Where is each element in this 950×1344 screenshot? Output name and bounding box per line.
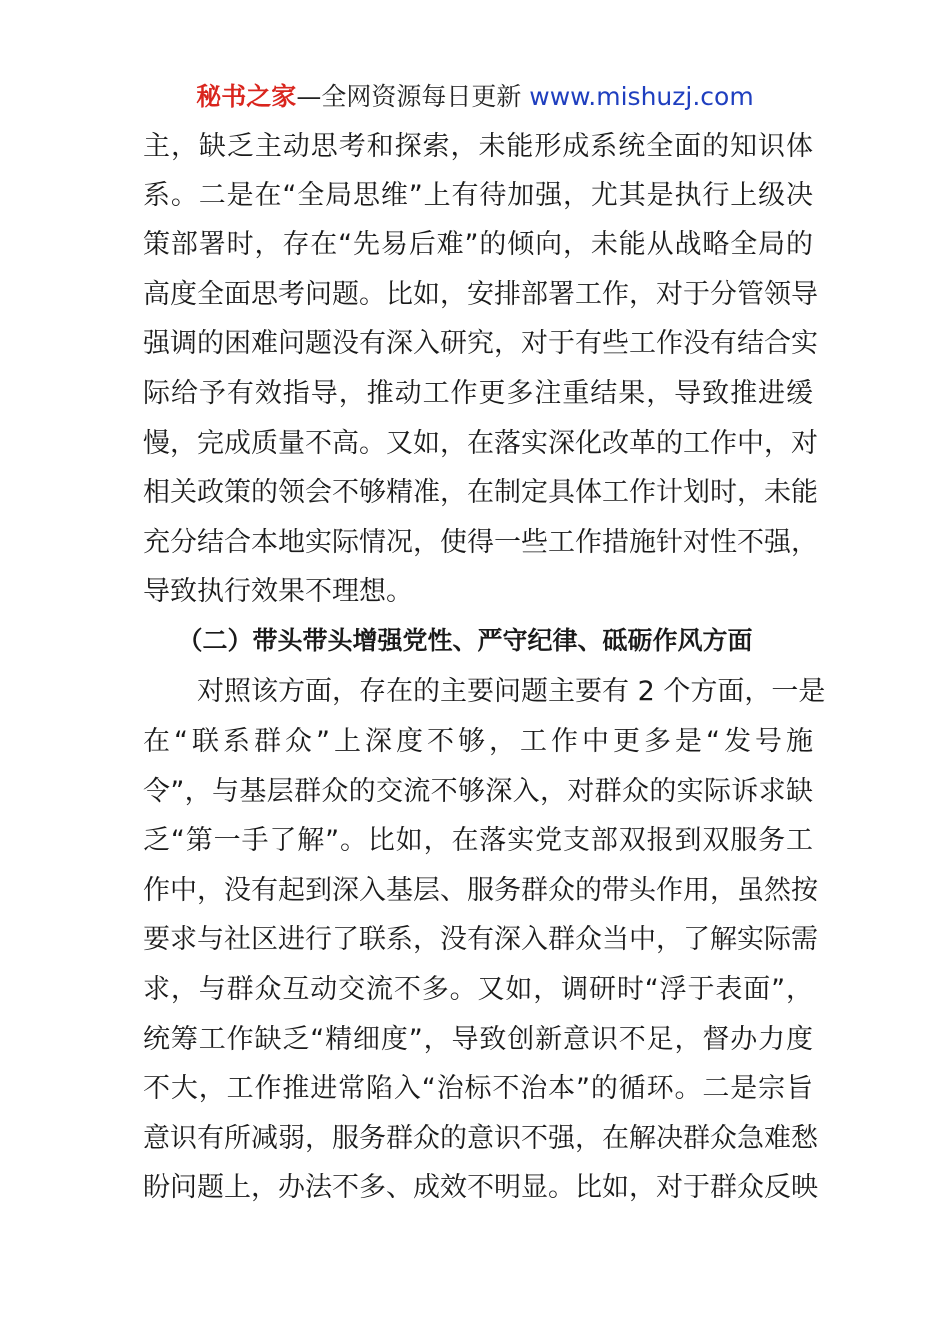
text-line: 令”，与基层群众的交流不够深入，对群众的实际诉求缺	[143, 776, 813, 807]
text-line: 不大，工作推进常陷入“治标不治本”的循环。二是宗旨	[143, 1073, 813, 1104]
text-line: 要求与社区进行了联系，没有深入群众当中，了解实际需	[143, 924, 818, 955]
text-line: 导致执行效果不理想。	[143, 576, 413, 607]
text-line: 统筹工作缺乏“精细度”，导致创新意识不足，督办力度	[143, 1024, 813, 1055]
text-line: 对照该方面，存在的主要问题主要有 2 个方面，一是	[197, 676, 826, 707]
text-line: 主，缺乏主动思考和探索，未能形成系统全面的知识体	[143, 131, 813, 162]
text-line: 高度全面思考问题。比如，安排部署工作，对于分管领导	[143, 279, 818, 310]
text-line: 慢，完成质量不高。又如，在落实深化改革的工作中，对	[143, 428, 818, 459]
section-heading: （二）带头带头增强党性、严守纪律、砥砺作风方面	[177, 626, 753, 655]
text-line: 系。二是在“全局思维”上有待加强，尤其是执行上级决	[143, 180, 813, 211]
site-url[interactable]: www.mishuzj.com	[529, 82, 754, 111]
text-line: 乏“第一手了解”。比如，在落实党支部双报到双服务工	[143, 825, 813, 856]
header-tagline: —全网资源每日更新	[296, 82, 530, 111]
text-line: 意识有所减弱，服务群众的意识不强，在解决群众急难愁	[143, 1123, 818, 1154]
text-line: 在“联系群众”上深度不够，工作中更多是“发号施	[143, 726, 813, 757]
page-header	[0, 80, 950, 114]
text-line: 作中，没有起到深入基层、服务群众的带头作用，虽然按	[143, 875, 818, 906]
text-line: 盼问题上，办法不多、成效不明显。比如，对于群众反映	[143, 1172, 818, 1203]
text-line: 策部署时，存在“先易后难”的倾向，未能从战略全局的	[143, 229, 813, 260]
text-line: 际给予有效指导，推动工作更多注重结果，导致推进缓	[143, 378, 813, 409]
text-line: 相关政策的领会不够精准，在制定具体工作计划时，未能	[143, 477, 818, 508]
text-line: 充分结合本地实际情况，使得一些工作措施针对性不强，	[143, 527, 818, 558]
text-line: 强调的困难问题没有深入研究，对于有些工作没有结合实	[143, 328, 818, 359]
brand-name: 秘书之家	[196, 82, 297, 111]
text-line: 求，与群众互动交流不多。又如，调研时“浮于表面”，	[143, 974, 813, 1005]
